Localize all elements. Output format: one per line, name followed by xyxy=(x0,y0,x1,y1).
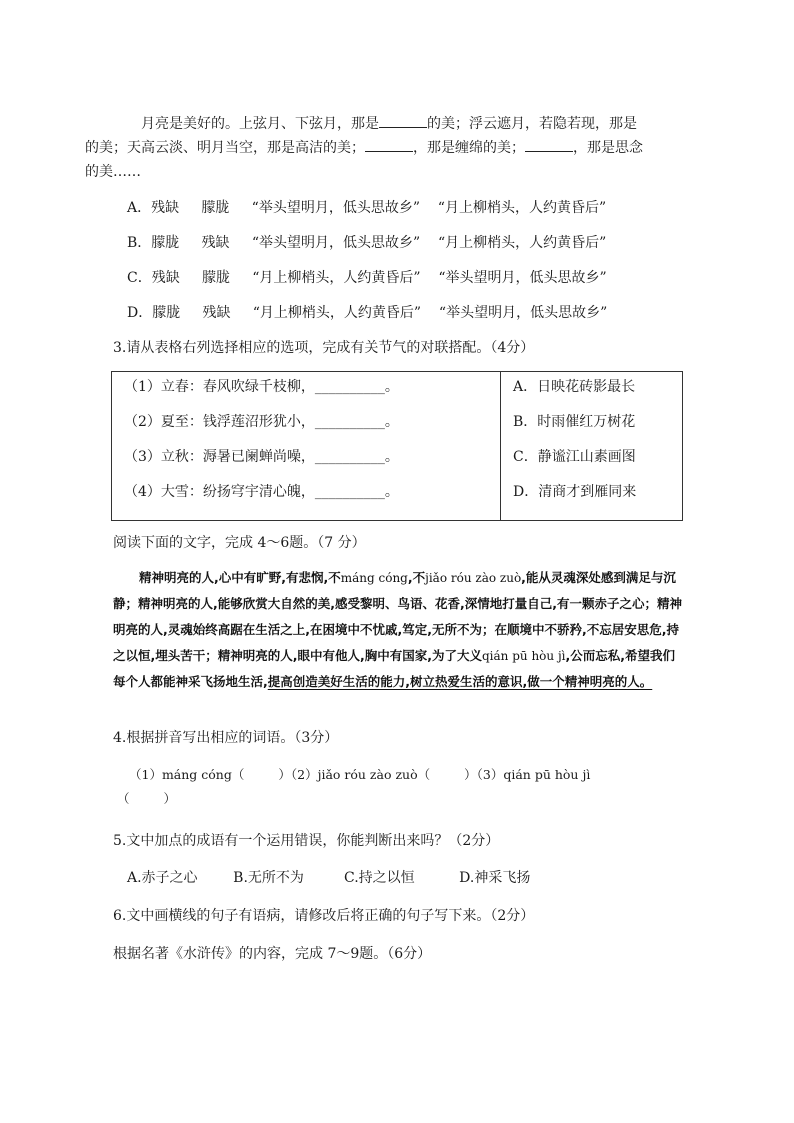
q3-left-item: （4）大雪：纷扬穹宇清心魄，__________。 xyxy=(124,484,399,500)
q3-right-item: C．静谧江山素画图 xyxy=(513,449,636,465)
intro-text: 的美…… xyxy=(85,164,141,180)
q3-right-item: B．时雨催红万树花 xyxy=(513,414,636,430)
q3-right-item: D．清商才到雁同来 xyxy=(513,484,637,500)
intro-text: ，那是缠绵的美； xyxy=(413,140,525,156)
q2-option-b: B．朦胧 残缺 “举头望明月，低头思故乡” “月上柳梢头，人约黄昏后” xyxy=(127,235,607,251)
q4-items: （1）máng cóng（ ）（2）jiǎo róu zào zuò（ ）（3）qián pū hòu jì （ ） xyxy=(117,767,591,806)
q3-left-item: （3）立秋：溽暑已阑蝉尚噪，__________。 xyxy=(124,449,399,465)
answer-blank xyxy=(525,137,573,152)
q5-title: 5.文中加点的成语有一个运用错误，你能判断出来吗？（2分） xyxy=(113,833,500,849)
intro-text: ，那是思念 xyxy=(573,140,643,156)
intro-paragraph xyxy=(85,112,683,184)
q3-left-item: （1）立春：春风吹绿千枝柳，__________。 xyxy=(124,379,399,395)
q5-options: A.赤子之心 B.无所不为 C.持之以恒 D.神采飞扬 xyxy=(127,870,531,886)
q3-couplet-table xyxy=(111,371,683,521)
q2-option-d: D．朦胧 残缺 “月上柳梢头，人约黄昏后” “举头望明月，低头思故乡” xyxy=(127,305,608,321)
answer-blank xyxy=(379,113,427,128)
intro-text: 月亮是美好的。上弦月、下弦月，那是 xyxy=(141,116,379,132)
q2-option-c: C．残缺 朦胧 “月上柳梢头，人约黄昏后” “举头望明月，低头思故乡” xyxy=(127,270,607,286)
q3-right-column xyxy=(501,372,683,521)
underlined-sentence: 提高创造美好生活的能力,树立热爱生活的意识,做一个精神明亮的人。 xyxy=(267,674,653,689)
q4-title: 4.根据拼音写出相应的词语。（3分） xyxy=(113,730,339,746)
q3-title: 3.请从表格右列选择相应的选项，完成有关节气的对联搭配。（4分） xyxy=(113,340,535,356)
q3-left-column xyxy=(112,372,501,521)
q2-option-a: A．残缺 朦胧 “举头望明月，低头思故乡” “月上柳梢头，人约黄昏后” xyxy=(127,200,607,216)
reading-passage: 精神明亮的人,心中有旷野,有悲悯,不máng cóng,不jiǎo róu zào zuò,能从灵魂深处感到满足与沉静；精神明亮的人,能够欣赏大自然的美,感受黎明、鸟语、花香,深情地打量自己,有一颗赤子之心；精神明亮的人,灵魂始终高踞在生活之上,在困境中不忧戚,笃定,无所不为；在顺境中不骄矜,不忘居安思危,持之以恒,埋头苦干；精神明亮的人,眼中有他人,胸中有国家,为了大义qián pū hòu jì,公而忘私,希望我们每个人都能神采飞扬地生活,提高创造美好生活的能力,树立热爱生活的意识,做一个精神明亮的人。 xyxy=(113,570,682,689)
answer-blank xyxy=(365,137,413,152)
q3-right-item: A．日映花砖影最长 xyxy=(513,379,636,395)
q3-left-item: （2）夏至：钱浮莲沼形犹小，__________。 xyxy=(124,414,399,430)
q6-title: 6.文中画横线的句子有语病，请修改后将正确的句子写下来。（2分） xyxy=(113,908,535,924)
reading-intro: 阅读下面的文字，完成 4～6题。（7 分） xyxy=(113,535,366,551)
intro-text: 的美；天高云淡、明月当空，那是高洁的美； xyxy=(85,140,365,156)
intro-text: 的美；浮云遮月，若隐若现，那是 xyxy=(427,116,637,132)
q7-title: 根据名著《水浒传》的内容，完成 7～9题。（6分） xyxy=(113,946,432,962)
